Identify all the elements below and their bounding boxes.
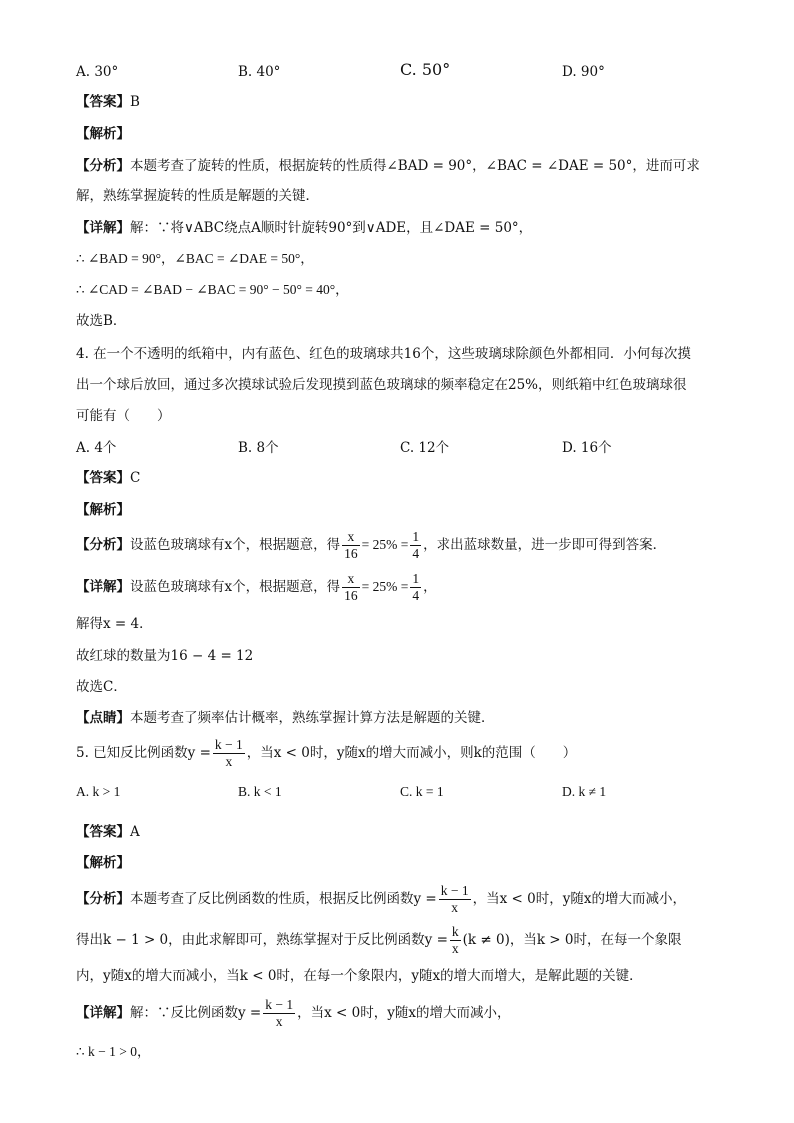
- fenxi-pre: 本题考查了反比例函数的性质，根据反比例函数y =: [130, 891, 437, 907]
- q3-detail-line2: ∴ ∠BAD = 90°，∠BAC = ∠DAE = 50°，: [76, 251, 314, 266]
- q3-option-b: B. 40°: [238, 64, 281, 80]
- fraction-denominator: x: [225, 754, 233, 769]
- fraction-numerator: k: [451, 924, 459, 939]
- dianjing-label: 【点睛】: [76, 710, 130, 726]
- q3-analysis-label: 【解析】: [76, 126, 130, 142]
- fraction-numerator: x: [342, 529, 360, 546]
- q4-answer: [76, 468, 140, 488]
- fenxi-line2-pre: 得出k − 1 > 0，由此求解即可，熟练掌握对于反比例函数y =: [76, 932, 448, 948]
- q3-answer: [76, 92, 140, 112]
- fraction-x-over-16: [342, 529, 360, 562]
- fenxi-label: 【分析】: [76, 158, 130, 174]
- q4-fenxi: [76, 527, 666, 563]
- q4-solve: 解得x = 4．: [76, 616, 153, 632]
- q4-option-c: C. 12个: [400, 440, 450, 456]
- fenxi-text: 本题考查了旋转的性质，根据旋转的性质得∠BAD = 90°，∠BAC = ∠DAE = 50°，进而可求: [130, 158, 700, 174]
- q5-option-c: C. k = 1: [400, 784, 444, 799]
- q4-dianjing: [76, 708, 495, 728]
- fenxi-mid: = 25% =: [361, 537, 409, 552]
- q5-detail-line2: ∴ k − 1 > 0，: [76, 1044, 151, 1059]
- answer-value: B: [130, 94, 140, 110]
- detail-label: 【详解】: [76, 1005, 130, 1021]
- fraction-k-minus-1-over-x: [439, 883, 471, 916]
- q5-fenxi-line1: [76, 881, 686, 917]
- q4-red-count: 故红球的数量为16 − 4 = 12: [76, 648, 254, 664]
- q5-answer: [76, 822, 140, 842]
- fraction-denominator: x: [451, 900, 459, 915]
- detail-pre: 设蓝色玻璃球有x个，根据题意，得: [130, 579, 341, 595]
- q4-detail: [76, 569, 437, 605]
- fraction-denominator: 16: [344, 546, 358, 561]
- fraction-numerator: k − 1: [214, 737, 243, 752]
- q5-option-a: A. k > 1: [76, 784, 121, 799]
- q3-fenxi-line1: [76, 156, 700, 176]
- answer-value: C: [130, 470, 141, 486]
- detail-text: 解：∵将∨ABC绕点A顺时针旋转90°到∨ADE，且∠DAE = 50°，: [130, 220, 533, 236]
- q3-option-a: A. 30°: [76, 64, 119, 80]
- q4-option-d: D. 16个: [562, 440, 612, 456]
- fraction-denominator: x: [275, 1014, 283, 1029]
- fraction-denominator: 4: [412, 588, 420, 603]
- detail-post: ，当x < 0时，y随x的增大而减小，: [297, 1005, 511, 1021]
- fenxi-line2-post: (k ≠ 0)，当k > 0时，在每一个象限: [462, 932, 682, 948]
- q5-stem: [76, 735, 576, 771]
- q5-option-d: D. k ≠ 1: [562, 784, 607, 799]
- q3-option-d: D. 90°: [562, 64, 605, 80]
- q5-option-b: B. k < 1: [238, 784, 282, 799]
- fraction-k-minus-1-over-x: [263, 997, 295, 1030]
- detail-mid: = 25% =: [361, 579, 409, 594]
- q5-fenxi-line3: 内，y随x的增大而减小，当k < 0时，在每一个象限内，y随x的增大而增大，是解此题的关键．: [76, 968, 643, 984]
- detail-label: 【详解】: [76, 579, 130, 595]
- answer-label: 【答案】: [76, 94, 130, 110]
- fraction-numerator: k − 1: [265, 997, 294, 1012]
- q4-option-a: A. 4个: [76, 440, 117, 456]
- q5-fenxi-line2: [76, 922, 682, 958]
- fraction-x-over-16: [342, 571, 360, 604]
- fraction-denominator: 16: [344, 588, 358, 603]
- fraction-numerator: 1: [412, 529, 420, 544]
- fraction-denominator: x: [451, 941, 459, 956]
- dianjing-text: 本题考查了频率估计概率，熟练掌握计算方法是解题的关键．: [130, 710, 495, 726]
- fenxi-label: 【分析】: [76, 537, 130, 553]
- q3-detail-line1: [76, 218, 532, 238]
- detail-post: ，: [423, 579, 437, 595]
- q3-conclusion: 故选B．: [76, 313, 127, 329]
- detail-label: 【详解】: [76, 220, 130, 236]
- stem-pre: 5. 已知反比例函数y =: [76, 745, 211, 761]
- fraction-numerator: x: [342, 571, 360, 588]
- fraction-numerator: 1: [412, 571, 420, 586]
- fenxi-label: 【分析】: [76, 891, 130, 907]
- fraction-1-over-4: [410, 529, 421, 562]
- q4-conclusion: 故选C．: [76, 679, 127, 695]
- fraction-k-minus-1-over-x: [213, 737, 245, 770]
- q3-detail-line3: ∴ ∠CAD = ∠BAD − ∠BAC = 90° − 50° = 40°，: [76, 282, 349, 297]
- q5-analysis-label: 【解析】: [76, 855, 130, 871]
- answer-label: 【答案】: [76, 824, 130, 840]
- stem-post: ，当x < 0时，y随x的增大而减小，则k的范围（ ）: [246, 745, 577, 761]
- answer-label: 【答案】: [76, 470, 130, 486]
- q3-option-c: C. 50°: [400, 60, 451, 79]
- detail-pre: 解：∵反比例函数y =: [130, 1005, 262, 1021]
- fenxi-post: ，当x < 0时，y随x的增大而减小，: [472, 891, 686, 907]
- q4-stem-line2: 出一个球后放回，通过多次摸球试验后发现摸到蓝色玻璃球的频率稳定在25%，则纸箱中红色玻璃球很: [76, 377, 687, 393]
- fraction-denominator: 4: [412, 546, 420, 561]
- answer-value: A: [130, 824, 140, 840]
- fraction-numerator: k − 1: [440, 883, 469, 898]
- fenxi-pre: 设蓝色玻璃球有x个，根据题意，得: [130, 537, 341, 553]
- q4-stem-line1: 4. 在一个不透明的纸箱中，内有蓝色、红色的玻璃球共16个，这些玻璃球除颜色外都相同．小何每次摸: [76, 346, 691, 362]
- fenxi-post: ，求出蓝球数量，进一步即可得到答案．: [423, 537, 667, 553]
- q3-fenxi-line2: 解，熟练掌握旋转的性质是解题的关键．: [76, 188, 319, 204]
- q4-option-b: B. 8个: [238, 440, 279, 456]
- q5-detail: [76, 995, 510, 1031]
- q4-analysis-label: 【解析】: [76, 502, 130, 518]
- q4-stem-line3: 可能有（ ）: [76, 408, 171, 424]
- fraction-1-over-4: [410, 571, 421, 604]
- fraction-k-over-x: [450, 924, 461, 957]
